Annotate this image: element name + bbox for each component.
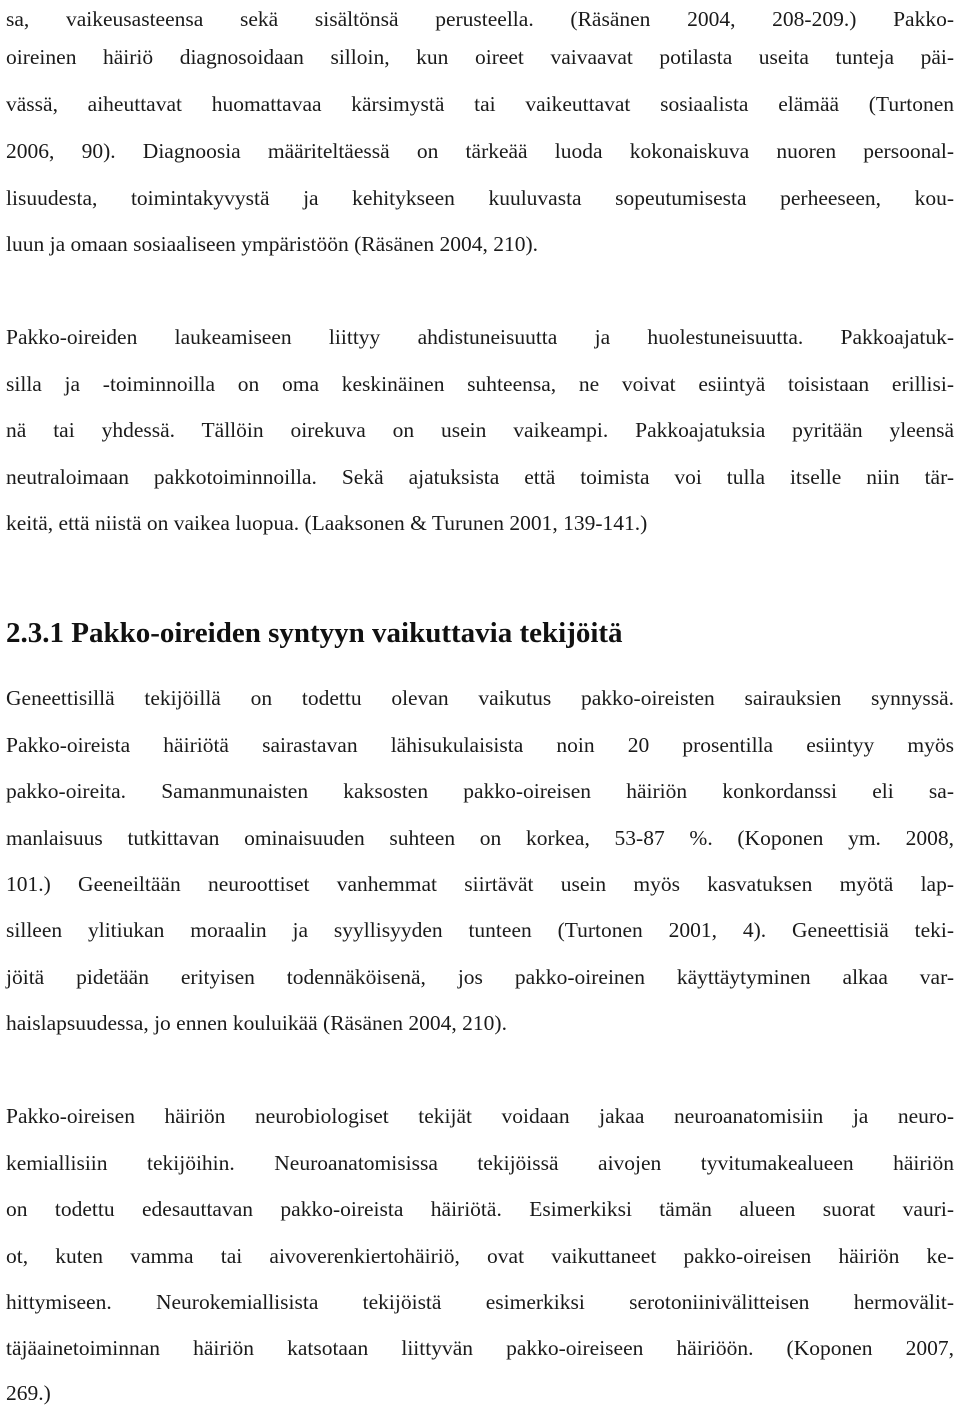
text-line: sa, vaikeusasteensa sekä sisältönsä perusteella. (Räsänen 2004, 208-209.) Pakko- xyxy=(6,7,954,31)
text-line: vässä, aiheuttavat huomattavaa kärsimystä tai vaikeuttavat sosiaalista elämää (Turtonen xyxy=(6,92,954,116)
text-line: Geneettisillä tekijöillä on todettu olevan vaikutus pakko-oireisten sairauksien synnyssä. xyxy=(6,686,954,710)
text-line: silla ja -toiminnoilla on oma keskinäinen suhteensa, ne voivat esiintyä toisistaan erillisi- xyxy=(6,372,954,396)
text-line: pakko-oireita. Samanmunaisten kaksosten pakko-oireisen häiriön konkordanssi eli sa- xyxy=(6,779,954,803)
text-line: nä tai yhdessä. Tällöin oirekuva on usein vaikeampi. Pakkoajatuksia pyritään yleensä xyxy=(6,418,954,442)
text-line: Pakko-oireista häiriötä sairastavan lähisukulaisista noin 20 prosentilla esiintyy myös xyxy=(6,733,954,757)
text-line: 269.) xyxy=(6,1381,51,1405)
text-line: keitä, että niistä on vaikea luopua. (Laaksonen & Turunen 2001, 139-141.) xyxy=(6,511,648,535)
text-line: Pakko-oireiden laukeamiseen liittyy ahdistuneisuutta ja huolestuneisuutta. Pakkoajatuk- xyxy=(6,325,954,349)
text-line: on todettu edesauttavan pakko-oireista häiriötä. Esimerkiksi tämän alueen suorat vauri- xyxy=(6,1197,954,1221)
text-line: 101.) Geeneiltään neuroottiset vanhemmat siirtävät usein myös kasvatuksen myötä lap- xyxy=(6,872,954,896)
text-line: Pakko-oireisen häiriön neurobiologiset tekijät voidaan jakaa neuroanatomisiin ja neuro- xyxy=(6,1104,954,1128)
text-line: lisuudesta, toimintakyvystä ja kehitykseen kuuluvasta sopeutumisesta perheeseen, kou- xyxy=(6,186,954,210)
text-line: 2006, 90). Diagnoosia määriteltäessä on tärkeää luoda kokonaiskuva nuoren persoonal- xyxy=(6,139,954,163)
text-line: jöitä pidetään erityisen todennäköisenä, jos pakko-oireinen käyttäytyminen alkaa var- xyxy=(6,965,954,989)
text-line: ot, kuten vamma tai aivoverenkiertohäiriö, ovat vaikuttaneet pakko-oireisen häiriön ke- xyxy=(6,1244,954,1268)
text-line: täjäainetoiminnan häiriön katsotaan liittyvän pakko-oireiseen häiriöön. (Koponen 2007, xyxy=(6,1336,954,1360)
section-heading: 2.3.1 Pakko-oireiden syntyyn vaikuttavia tekijöitä xyxy=(6,617,623,649)
text-line: manlaisuus tutkittavan ominaisuuden suhteen on korkea, 53-87 %. (Koponen ym. 2008, xyxy=(6,826,954,850)
text-line: neutraloimaan pakkotoiminnoilla. Sekä ajatuksista että toimista voi tulla itselle niin tär- xyxy=(6,465,954,489)
text-line: haislapsuudessa, jo ennen kouluikää (Räsänen 2004, 210). xyxy=(6,1011,507,1035)
text-line: oireinen häiriö diagnosoidaan silloin, kun oireet vaivaavat potilasta useita tunteja päi- xyxy=(6,45,954,69)
text-line: kemiallisiin tekijöihin. Neuroanatomisissa tekijöissä aivojen tyvitumakealueen häiriön xyxy=(6,1151,954,1175)
text-line: silleen ylitiukan moraalin ja syyllisyyden tunteen (Turtonen 2001, 4). Geneettisiä teki- xyxy=(6,918,954,942)
text-line: hittymiseen. Neurokemiallisista tekijöistä esimerkiksi serotoniinivälitteisen hermovälit- xyxy=(6,1290,954,1314)
text-line: luun ja omaan sosiaaliseen ympäristöön (Räsänen 2004, 210). xyxy=(6,232,539,256)
